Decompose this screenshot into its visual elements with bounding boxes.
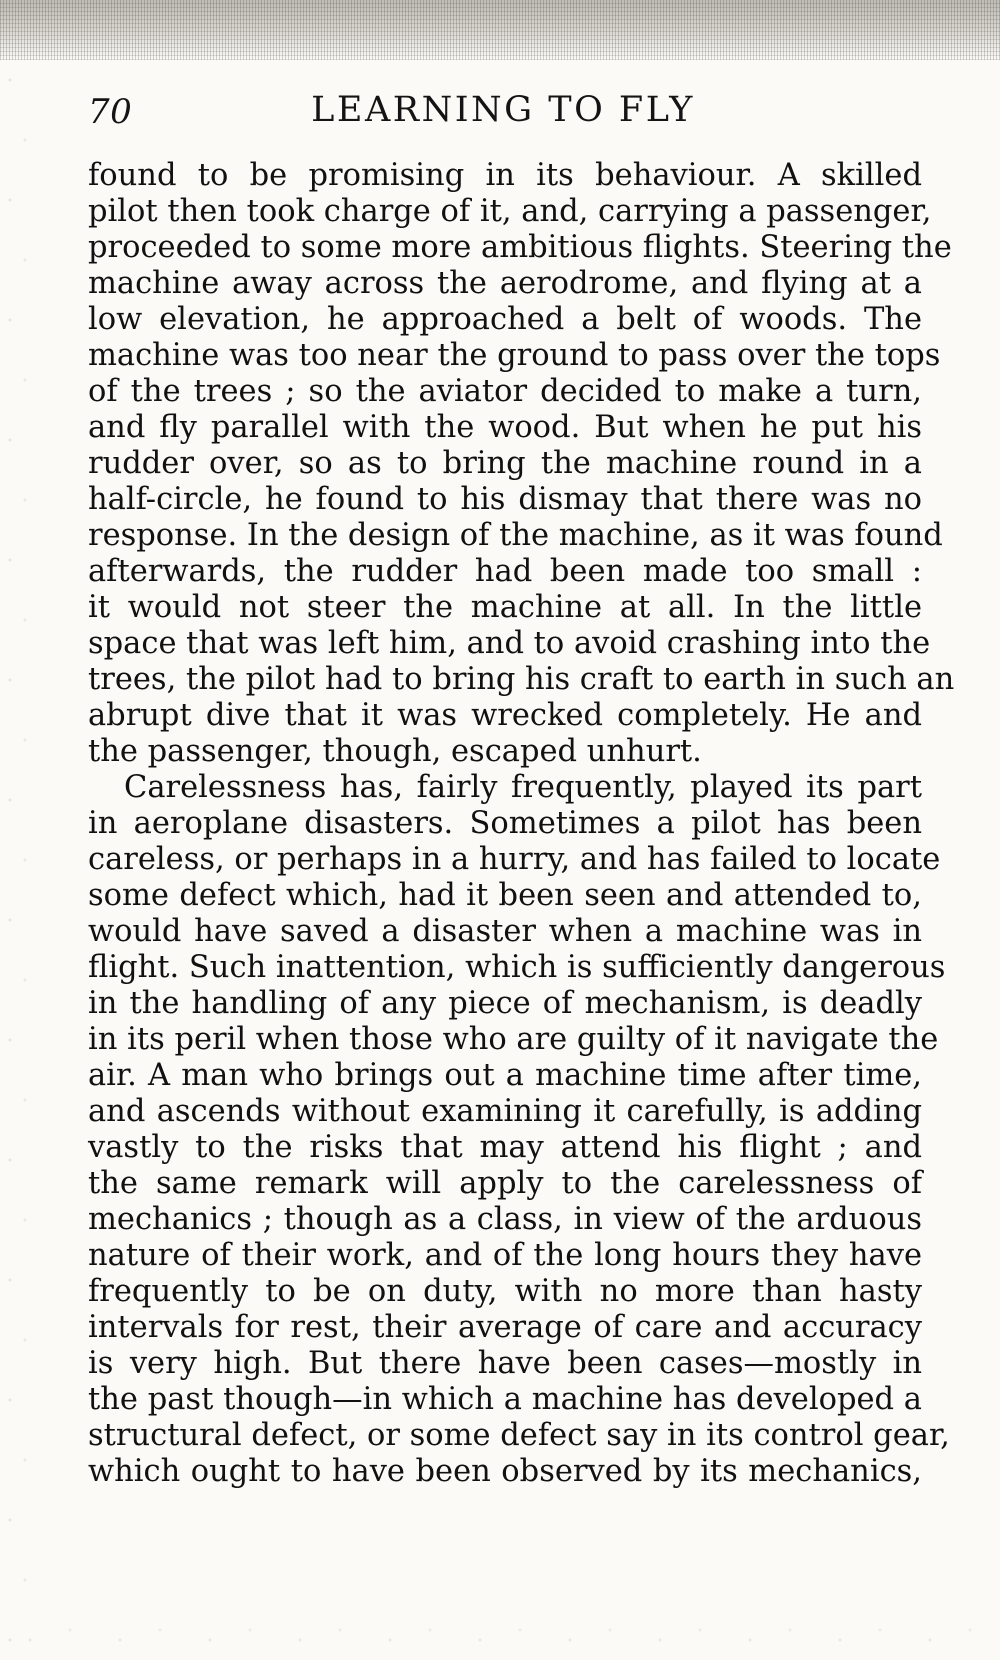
paragraph-2 [88,770,950,1490]
scan-noise-bottom [0,1620,1000,1660]
text-line: low elevation, he approached a belt of woods. The [88,302,922,337]
text-line: the same remark will apply to the carelessness of [88,1166,922,1201]
text-line: which ought to have been observed by its mechanics, [88,1454,922,1489]
text-line: abrupt dive that it was wrecked completely. He and [88,698,922,733]
text-line: afterwards, the rudder had been made too small : [88,554,922,589]
text-line: space that was left him, and to avoid crashing into the [88,626,931,661]
text-line: vastly to the risks that may attend his flight ; and [88,1130,922,1165]
text-line: air. A man who brings out a machine time after time, [88,1058,922,1093]
text-line: and fly parallel with the wood. But when he put his [88,410,922,445]
text-line: is very high. But there have been cases—mostly in [88,1346,922,1381]
text-line: in the handling of any piece of mechanism, is deadly [88,986,922,1021]
text-line: in aeroplane disasters. Sometimes a pilot has been [88,806,922,841]
text-line: intervals for rest, their average of care and accuracy [88,1310,922,1345]
text-line: some defect which, had it been seen and attended to, [88,878,922,913]
text-line: it would not steer the machine at all. In the little [88,590,922,625]
scan-noise-top [0,0,1000,60]
text-line: in its peril when those who are guilty of it navigate the [88,1022,939,1057]
text-line: mechanics ; though as a class, in view of the arduous [88,1202,922,1237]
page-number: 70 [88,92,133,132]
body-text [88,158,955,1490]
text-line: the past though—in which a machine has developed a [88,1382,922,1417]
text-line: and ascends without examining it carefully, is adding [88,1094,922,1129]
text-line: rudder over, so as to bring the machine round in a [88,446,922,481]
text-line: proceeded to some more ambitious flights. Steering the [88,230,952,265]
text-line: machine was too near the ground to pass over the tops [88,338,941,373]
text-line: machine away across the aerodrome, and flying at a [88,266,922,301]
text-line: found to be promising in its behaviour. A skilled [88,158,922,193]
text-line: the passenger, though, escaped unhurt. [88,734,702,769]
text-line: structural defect, or some defect say in its control gear, [88,1418,950,1453]
text-line: pilot then took charge of it, and, carrying a passenger, [88,194,932,229]
text-line: trees, the pilot had to bring his craft to earth in such an [88,662,955,697]
paragraph-1 [88,158,955,770]
running-title: LEARNING TO FLY [311,90,695,130]
text-line: careless, or perhaps in a hurry, and has failed to locate [88,842,941,877]
page-header [88,88,918,132]
text-line: frequently to be on duty, with no more than hasty [88,1274,922,1309]
text-line: would have saved a disaster when a machine was in [88,914,922,949]
text-line: half-circle, he found to his dismay that there was no [88,482,922,517]
text-line: response. In the design of the machine, as it was found [88,518,943,553]
text-line: of the trees ; so the aviator decided to make a turn, [88,374,922,409]
text-line: flight. Such inattention, which is sufficiently dangerous [88,950,946,985]
text-line: Carelessness has, fairly frequently, played its part [124,770,922,805]
scan-noise-left [0,60,40,1660]
text-line: nature of their work, and of the long hours they have [88,1238,922,1273]
